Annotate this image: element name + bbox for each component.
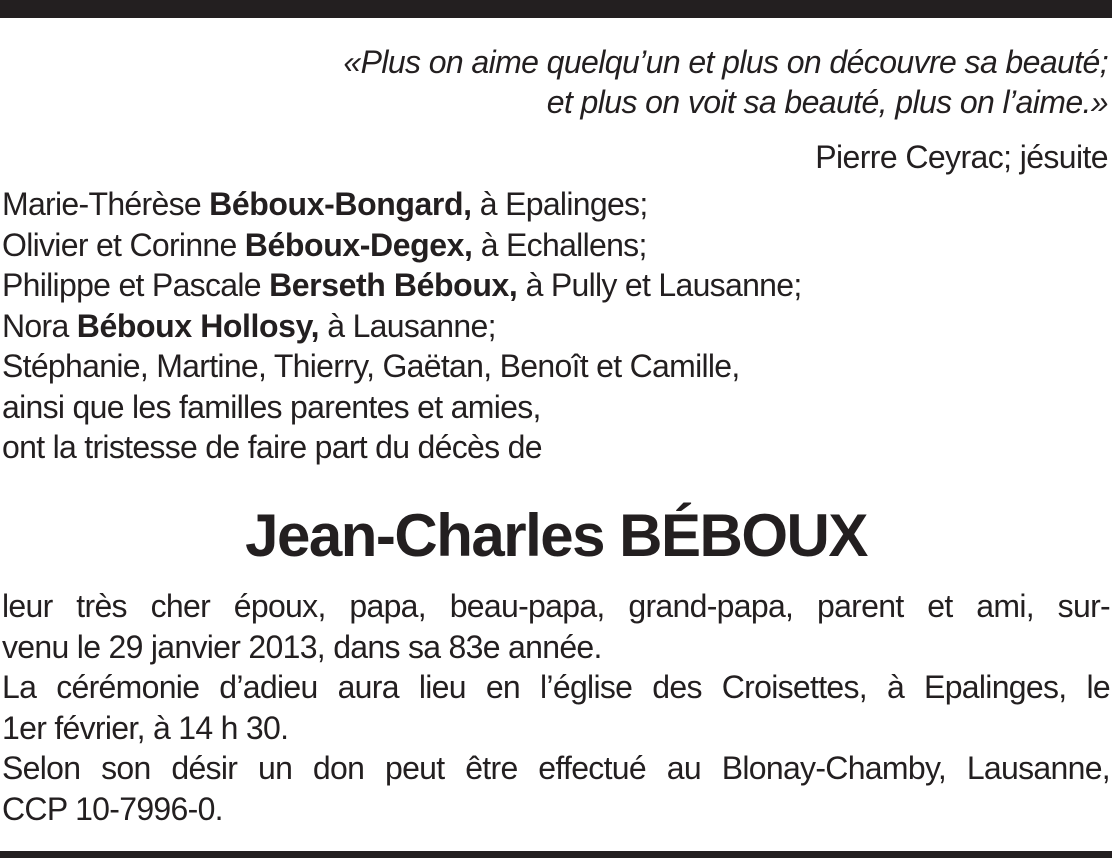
quote-line: et plus on voit sa beauté, plus on l’aime.»	[546, 84, 1108, 120]
body-line: Selon son désir un don peut être effectué au Blonay-Chamby, Lausanne,	[2, 750, 1110, 786]
deceased-name: Jean-Charles BÉBOUX	[245, 502, 867, 569]
quote-author: Pierre Ceyrac; jésuite	[815, 139, 1108, 175]
announcement-line: ont la tristesse de faire part du décès de	[2, 429, 542, 465]
bottom-rule	[0, 851, 1112, 858]
quote-line: «Plus on aime quelqu’un et plus on découvre sa beauté;	[343, 44, 1108, 80]
member-location: à Echallens;	[472, 226, 647, 263]
member-surname: Béboux Hollosy,	[76, 307, 320, 344]
family-member	[2, 184, 1102, 225]
body-line: 1er février, à 14 h 30.	[2, 709, 289, 746]
member-surname: Béboux-Bongard,	[209, 186, 472, 222]
epigraph-quote	[108, 42, 1108, 122]
body-line: venu le 29 janvier 2013, dans sa 83e année.	[2, 628, 602, 665]
member-first-names: Philippe et Pascale	[2, 267, 270, 303]
member-first-names: Olivier et Corinne	[2, 226, 245, 263]
member-surname: Berseth Béboux,	[269, 267, 518, 303]
member-location: à Lausanne;	[319, 307, 496, 344]
notice-body	[2, 586, 1110, 829]
relatives-line: ainsi que les familles parentes et amies,	[2, 388, 541, 425]
family-member	[2, 225, 1102, 266]
member-first-names: Nora	[2, 307, 77, 344]
body-line: CCP 10-7996-0.	[2, 790, 223, 827]
body-line: leur très cher époux, papa, beau-papa, grand-papa, parent et ami, sur-	[2, 588, 1110, 624]
family-member	[2, 265, 1102, 306]
top-rule	[0, 0, 1112, 18]
family-list	[2, 184, 1102, 468]
body-line: La cérémonie d’adieu aura lieu en l’église des Croisettes, à Epalinges, le	[2, 669, 1110, 705]
member-location: à Epalinges;	[471, 186, 648, 222]
member-surname: Béboux-Degex,	[244, 226, 473, 263]
grandchildren-line: Stéphanie, Martine, Thierry, Gaëtan, Benoît et Camille,	[2, 348, 740, 384]
member-first-names: Marie-Thérèse	[2, 186, 210, 222]
family-member	[2, 306, 1102, 347]
member-location: à Pully et Lausanne;	[517, 267, 802, 303]
